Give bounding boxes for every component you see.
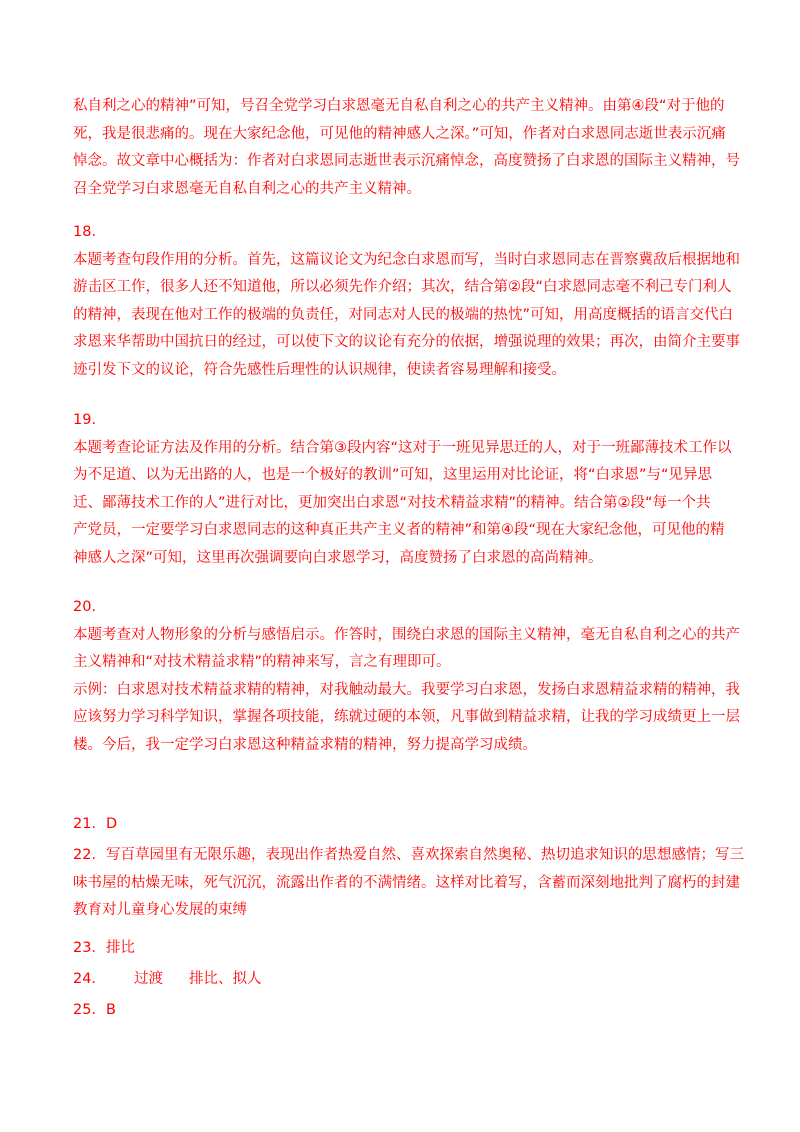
answer-24: [73, 966, 733, 994]
answer-22: [73, 842, 744, 925]
question-number: 18.: [73, 224, 97, 240]
text-line: 迹引发下文的议论，符合先感性后理性的认识规律，使读者容易理解和接受。: [73, 361, 566, 378]
answer-18: [73, 219, 740, 385]
question-number: 22．: [73, 847, 106, 863]
text-line: 主义精神和“对技术精益求精”的精神来写，言之有理即可。: [73, 654, 451, 671]
question-number: 24．: [73, 971, 106, 987]
text-line: 为不足道、以为无出路的人，也是一个极好的教训”可知，这里运用对比论证，将“白求恩”与“见异思: [73, 467, 713, 484]
question-number: 19.: [73, 412, 97, 428]
text-line: 的精神，表现在他对工作的极端的负责任，对同志对人民的极端的热忱”可知，用高度概括的语言交代白: [73, 306, 734, 323]
answer-20: [73, 594, 740, 760]
text-line: 本题考查对人物形象的分析与感悟启示。作答时，围绕白求恩的国际主义精神，毫无自私自利之心的共产: [73, 626, 740, 643]
text-line: 迁、鄙薄技术工作的人”进行对比，更加突出白求恩“对技术精益求精”的精神。结合第②段“每一个共: [73, 494, 711, 511]
answer-value: B: [105, 1002, 116, 1018]
question-number: 21．: [73, 816, 106, 832]
text-line: 示例：白求恩对技术精益求精的精神，对我触动最大。我要学习白求恩，发扬白求恩精益求精的精神，我: [73, 681, 740, 698]
answer-21: [73, 811, 733, 839]
text-line: 产党员，一定要学习白求恩同志的这种真正共产主义者的精神”和第④段“现在大家纪念他，可见他的精: [73, 522, 725, 539]
text-line: 本题考查句段作用的分析。首先，这篇议论文为纪念白求恩而写，当时白求恩同志在晋察冀敌后根据地和: [73, 251, 740, 268]
text-line: 召全党学习白求恩毫无自私自利之心的共产主义精神。: [73, 180, 421, 197]
text-line: 教育对儿童身心发展的束缚: [73, 902, 247, 919]
question-number: 20.: [73, 599, 97, 615]
text-line: 本题考查论证方法及作用的分析。结合第③段内容“这对于一班见异思迁的人，对于一班鄙薄技术工作以: [73, 439, 732, 456]
text-line: 神感人之深”可知，这里再次强调要向白求恩学习，高度赞扬了白求恩的高尚精神。: [73, 549, 603, 566]
text-line: 游击区工作，很多人还不知道他，所以必须先作介绍；其次，结合第②段“白求恩同志毫不利己专门利人: [73, 279, 732, 296]
answer-value: D: [105, 816, 118, 832]
answer-value: 排比、拟人: [188, 971, 262, 987]
text-line: 味书屋的枯燥无味，死气沉沉，流露出作者的不满情绪。这样对比着写，含蓄而深刻地批判了腐朽的封建: [73, 874, 740, 891]
text-line: 求恩来华帮助中国抗日的经过，可以使下文的议论有充分的依据，增强说理的效果；再次，由简介主要事: [73, 334, 740, 351]
text-line: 悼念。故文章中心概括为：作者对白求恩同志逝世表示沉痛悼念，高度赞扬了白求恩的国际主义精神，号: [73, 153, 740, 170]
question-number: 25．: [73, 1002, 106, 1018]
answer-23: [73, 935, 733, 963]
text-line: 写百草园里有无限乐趣，表现出作者热爱自然、喜欢探索自然奥秘、热切追求知识的思想感情；写三: [105, 847, 744, 863]
text-line: 应该努力学习科学知识，掌握各项技能，练就过硬的本领，凡事做到精益求精，让我的学习成绩更上一层: [73, 709, 740, 726]
answer-17-continuation: [73, 93, 740, 203]
answer-value: 排比: [105, 940, 135, 956]
answer-25: [73, 997, 733, 1025]
text-line: 楼。今后，我一定学习白求恩这种精益求精的精神，努力提高学习成绩。: [73, 736, 537, 753]
answer-19: [73, 407, 733, 573]
text-line: 私自利之心的精神”可知，号召全党学习白求恩毫无自私自利之心的共产主义精神。由第④段“对于他的: [73, 98, 725, 114]
text-line: 死，我是很悲痛的。现在大家纪念他，可见他的精神感人之深。”可知，作者对白求恩同志逝世表示沉痛: [73, 125, 726, 142]
question-number: 23．: [73, 940, 106, 956]
answer-value: 过渡: [133, 971, 163, 987]
